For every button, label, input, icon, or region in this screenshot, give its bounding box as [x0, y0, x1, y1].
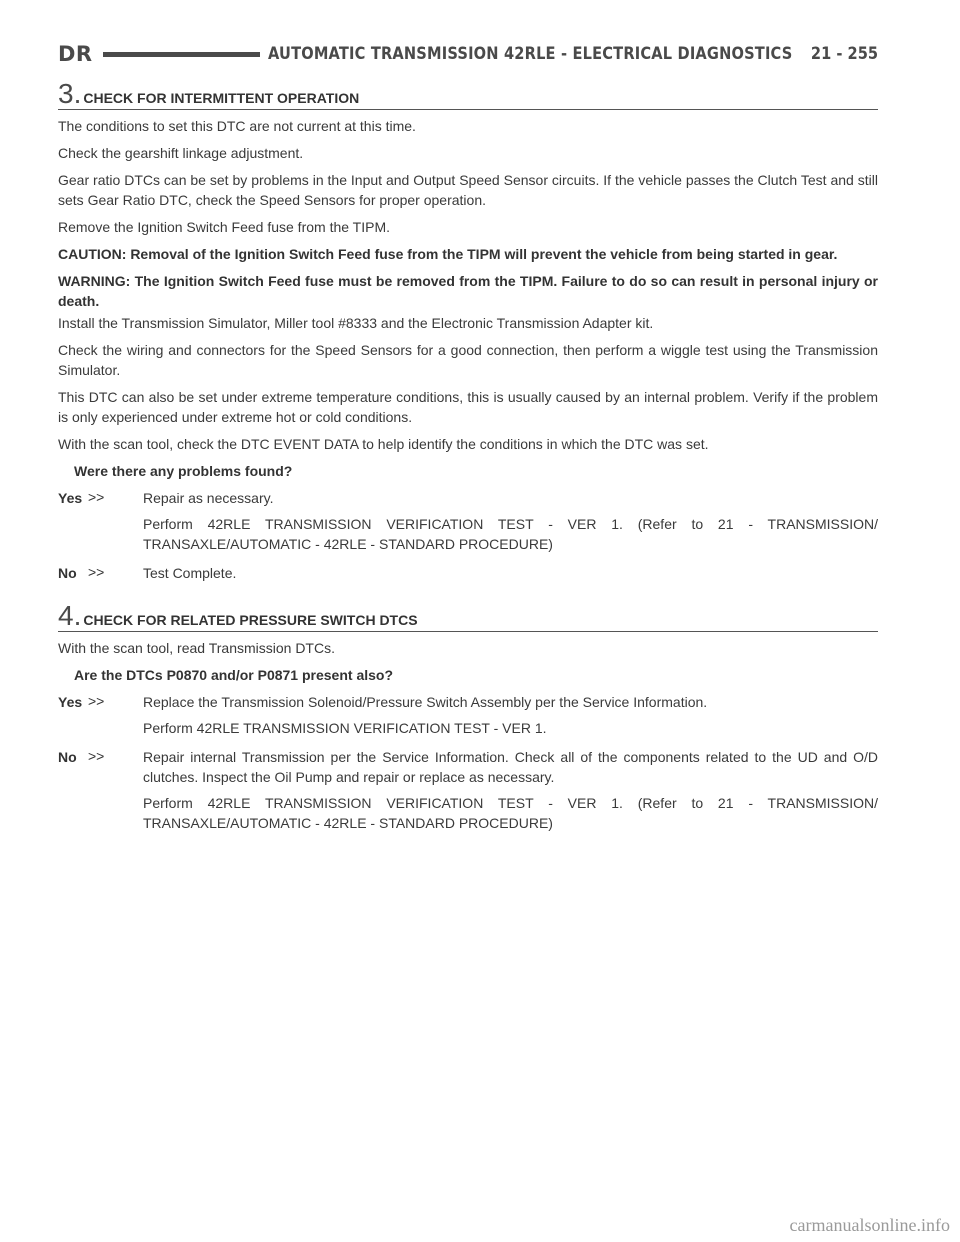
- answer-label: No: [58, 565, 77, 581]
- header-page-number: 21 - 255: [810, 44, 878, 64]
- answer-body: [143, 488, 878, 560]
- caution-note: CAUTION: Removal of the Ignition Switch Feed fuse from the TIPM will prevent the vehicle from being started in gear.: [58, 246, 838, 262]
- paragraph: The conditions to set this DTC are not current at this time.: [58, 118, 416, 134]
- warning-note: WARNING: The Ignition Switch Feed fuse must be removed from the TIPM. Failure to do so can result in personal injury or death.: [58, 273, 878, 309]
- step-number: 3.: [58, 78, 82, 109]
- paragraph: Gear ratio DTCs can be set by problems in the Input and Output Speed Sensor circuits. If the vehicle passes the Clutch Test and still sets Gear Ratio DTC, check the Speed Sensors for proper operation.: [58, 172, 878, 208]
- answer-arrow: >>: [88, 693, 105, 709]
- paragraph: With the scan tool, check the DTC EVENT DATA to help identify the conditions in which the DTC was set.: [58, 436, 709, 452]
- paragraph: Install the Transmission Simulator, Miller tool #8333 and the Electronic Transmission Adapter kit.: [58, 315, 654, 331]
- answer-line: Replace the Transmission Solenoid/Pressure Switch Assembly per the Service Information.: [143, 694, 708, 710]
- answer-label: No: [58, 749, 77, 765]
- step-question: Were there any problems found?: [74, 463, 293, 479]
- answer-body: [143, 747, 878, 839]
- step-question: Are the DTCs P0870 and/or P0871 present also?: [74, 667, 394, 683]
- header-code: DR: [58, 42, 93, 66]
- paragraph: This DTC can also be set under extreme temperature conditions, this is usually caused by an internal problem. Verify if the problem is only experienced under extreme hot or cold conditions.: [58, 389, 878, 425]
- page-header: [58, 38, 878, 70]
- step-title: CHECK FOR INTERMITTENT OPERATION: [83, 90, 360, 106]
- answer-no: [58, 563, 878, 589]
- answer-line: Repair as necessary.: [143, 490, 274, 506]
- step-3-heading: [58, 80, 878, 110]
- answer-arrow: >>: [88, 489, 105, 505]
- answer-arrow: >>: [88, 748, 105, 764]
- watermark: carmanualsonline.info: [789, 1215, 950, 1235]
- paragraph: Check the gearshift linkage adjustment.: [58, 145, 304, 161]
- answer-arrow: >>: [88, 564, 105, 580]
- header-rule: [103, 52, 261, 57]
- answer-yes: [58, 692, 878, 744]
- answer-body: [143, 692, 878, 744]
- answer-label: Yes: [58, 694, 83, 710]
- answer-line: Repair internal Transmission per the Service Information. Check all of the components related to the UD and O/D clutches. Inspect the Oil Pump and repair or replace as necessary.: [143, 749, 878, 785]
- paragraph: Remove the Ignition Switch Feed fuse from the TIPM.: [58, 219, 391, 235]
- paragraph: With the scan tool, read Transmission DTCs.: [58, 640, 335, 656]
- step-number: 4.: [58, 600, 82, 631]
- answer-line: Perform 42RLE TRANSMISSION VERIFICATION TEST - VER 1.: [143, 720, 547, 736]
- answer-line: Perform 42RLE TRANSMISSION VERIFICATION TEST - VER 1. (Refer to 21 - TRANSMISSION/ TRANSAXLE/AUTOMATIC - 42RLE - STANDARD PROCEDURE): [143, 516, 878, 552]
- answer-body: [143, 563, 878, 589]
- step-4-heading: [58, 602, 878, 632]
- answer-line: Perform 42RLE TRANSMISSION VERIFICATION TEST - VER 1. (Refer to 21 - TRANSMISSION/ TRANSAXLE/AUTOMATIC - 42RLE - STANDARD PROCEDURE): [143, 795, 878, 831]
- answer-line: Test Complete.: [143, 565, 237, 581]
- page-content: [58, 80, 878, 842]
- step-title: CHECK FOR RELATED PRESSURE SWITCH DTCS: [83, 612, 418, 628]
- paragraph: Check the wiring and connectors for the Speed Sensors for a good connection, then perform a wiggle test using the Transmission Simulator.: [58, 342, 878, 378]
- answer-no: [58, 747, 878, 839]
- answer-label: Yes: [58, 490, 83, 506]
- answer-yes: [58, 488, 878, 560]
- header-title: AUTOMATIC TRANSMISSION 42RLE - ELECTRICAL DIAGNOSTICS: [268, 44, 793, 64]
